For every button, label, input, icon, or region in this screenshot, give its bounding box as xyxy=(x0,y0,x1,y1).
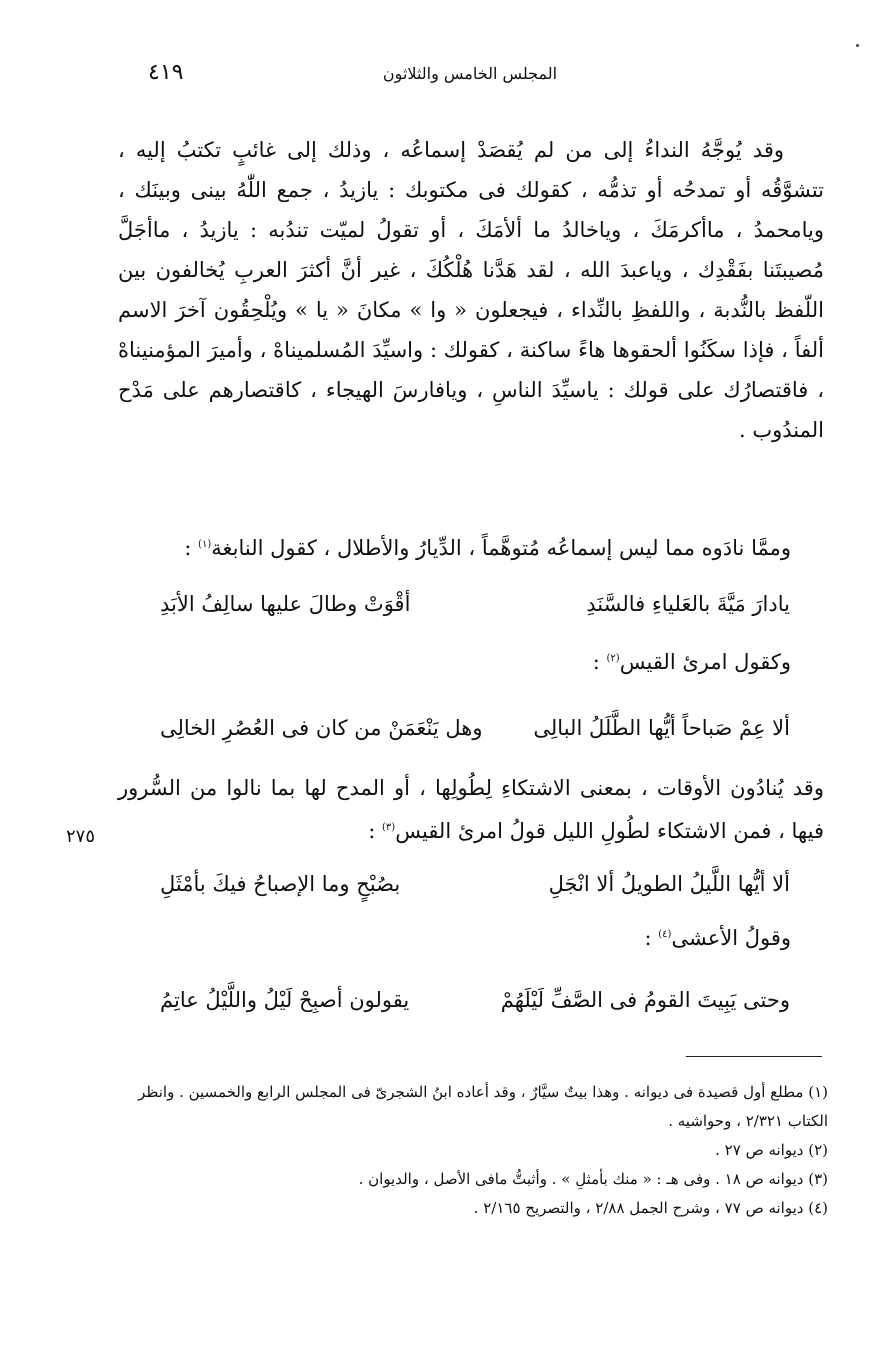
footnote-3: (٣) ديوانه ص ١٨ . وفى هـ : « منك بأمثلِ » . وأثبتُّ مافى الأصل ، والديوان . xyxy=(358,1170,828,1188)
footnote-2: (٢) ديوانه ص ٢٧ . xyxy=(715,1141,828,1159)
footnote-ref-2: (٢) xyxy=(606,653,620,664)
verse-2-first-hemistich: ألا عِمْ صَباحاً أيُّها الطَّلَلُ البالِى xyxy=(533,716,790,740)
scan-speck xyxy=(856,44,859,47)
verse-4-second-hemistich: يقولون أصبِحْ لَيْلُ واللَّيْلُ عاتِمُ xyxy=(160,988,410,1012)
verse-1-second-hemistich: أقْوَتْ وطالَ عليها سالِفُ الأبَدِ xyxy=(160,592,411,616)
page-header xyxy=(120,58,820,98)
times-vocative-colon: : xyxy=(368,819,383,843)
nabigha-intro-colon: : xyxy=(184,536,199,560)
margin-page-number: ٢٧٥ xyxy=(66,826,96,847)
footnote-ref-4: (٤) xyxy=(658,929,672,940)
footnote-1: (١) مطلع أول قصيدة فى ديوانه . وهذا بيتٌ سيَّارٌ ، وقد أعاده ابنُ الشجرىّ فى المجلس الرابع والخمسين . وانظر الكتاب ٢/٣٢١ ، وحواشيه . xyxy=(138,1083,828,1130)
running-title: المجلس الخامس والثلاثون xyxy=(382,64,558,83)
asha-intro-text: وقولُ الأعشى xyxy=(671,926,791,950)
nabigha-intro-text: وممَّا نادَوه مما ليس إسماعُه مُتوهَّماً ، الدِّيارُ والأطلال ، كقول النابغة xyxy=(211,536,791,560)
footnote-4: (٤) ديوانه ص ٧٧ ، وشرح الجمل ٢/٨٨ ، والتصريح ٢/١٦٥ . xyxy=(473,1199,828,1217)
imru-intro-colon: : xyxy=(592,650,607,674)
paragraph-vocative-absent: وقد يُوجَّهُ النداءُ إلى من لم يُقصَدْ إسماعُه ، وذلك إلى غائبٍ تكتبُ إليه ، تتشوَّقُه أو تمدحُه أو تذمُّه ، كقولك فى مكتوبك : يازيدُ ، جمع اللّٰهُ بينى وبينَك ، ويامحمدُ ، ماأكرمَكَ ، وياخالدُ ما ألأمَكَ ، أو تقولُ لميّت تندُبه : يازيدُ ، ماأجَلَّ مُصيبتَنا بفَقْدِك ، وياعبدَ الله ، لقد هَدَّنا هُلْكُكَ ، غير أنَّ أكثرَ العربِ يُخالفون بين اللّفظ بالنُّدبة ، واللفظِ بالنِّداء ، فيجعلون « وا » مكانَ « يا » ويُلْحِقُون آخرَ الاسم ألفاً ، فإذا سكَنُوا ألحقوها هاءً ساكنة ، كقولك : واسيِّدَ المُسلميناهْ ، وأميرَ المؤمنيناهْ ، فاقتصارُك على قولك : ياسيِّدَ الناسِ ، ويافارسَ الهيجاء ، كاقتصارهم على مَدْح المندُوب . xyxy=(118,138,824,442)
footnote-ref-3: (٣) xyxy=(382,822,396,833)
page-number: ٤١٩ xyxy=(148,60,184,85)
verse-1-first-hemistich: يادارَ مَيَّةَ بالعَلياءِ فالسَّنَدِ xyxy=(586,592,790,616)
verse-3-second-hemistich: بصُبْحٍ وما الإصباحُ فيكَ بأمْثَلِ xyxy=(160,872,401,896)
footnotes xyxy=(128,1078,828,1223)
asha-intro-colon: : xyxy=(644,926,659,950)
footnote-ref-1: (١) xyxy=(198,539,212,550)
verse-3-first-hemistich: ألا أيُّها اللَّيلُ الطويلُ ألا انْجَلِ xyxy=(548,872,790,896)
paragraph-imru-intro-1 xyxy=(593,650,791,674)
times-vocative-text: وقد يُنادُون الأوقات ، بمعنى الاشتكاءِ لِطُولِها ، أو المدح لها بما نالوا من السُّرور فيها ، فمن الاشتكاء لطُولِ الليل قولُ امرئ القيس xyxy=(118,776,824,843)
paragraph-times-vocative xyxy=(118,768,824,851)
body-text xyxy=(118,130,824,450)
paragraph-asha-intro xyxy=(645,926,792,950)
imru-intro-text: وكقول امرئ القيس xyxy=(619,650,791,674)
verse-4-first-hemistich: وحتى يَبِيتَ القومُ فى الصَّفِّ لَيْلَهُمْ xyxy=(500,988,790,1012)
paragraph-nabigha-intro xyxy=(184,536,791,560)
footnote-separator xyxy=(686,1056,822,1057)
verse-2-second-hemistich: وهل يَنْعَمَنْ من كان فى العُصُرِ الخالِى xyxy=(160,716,483,740)
